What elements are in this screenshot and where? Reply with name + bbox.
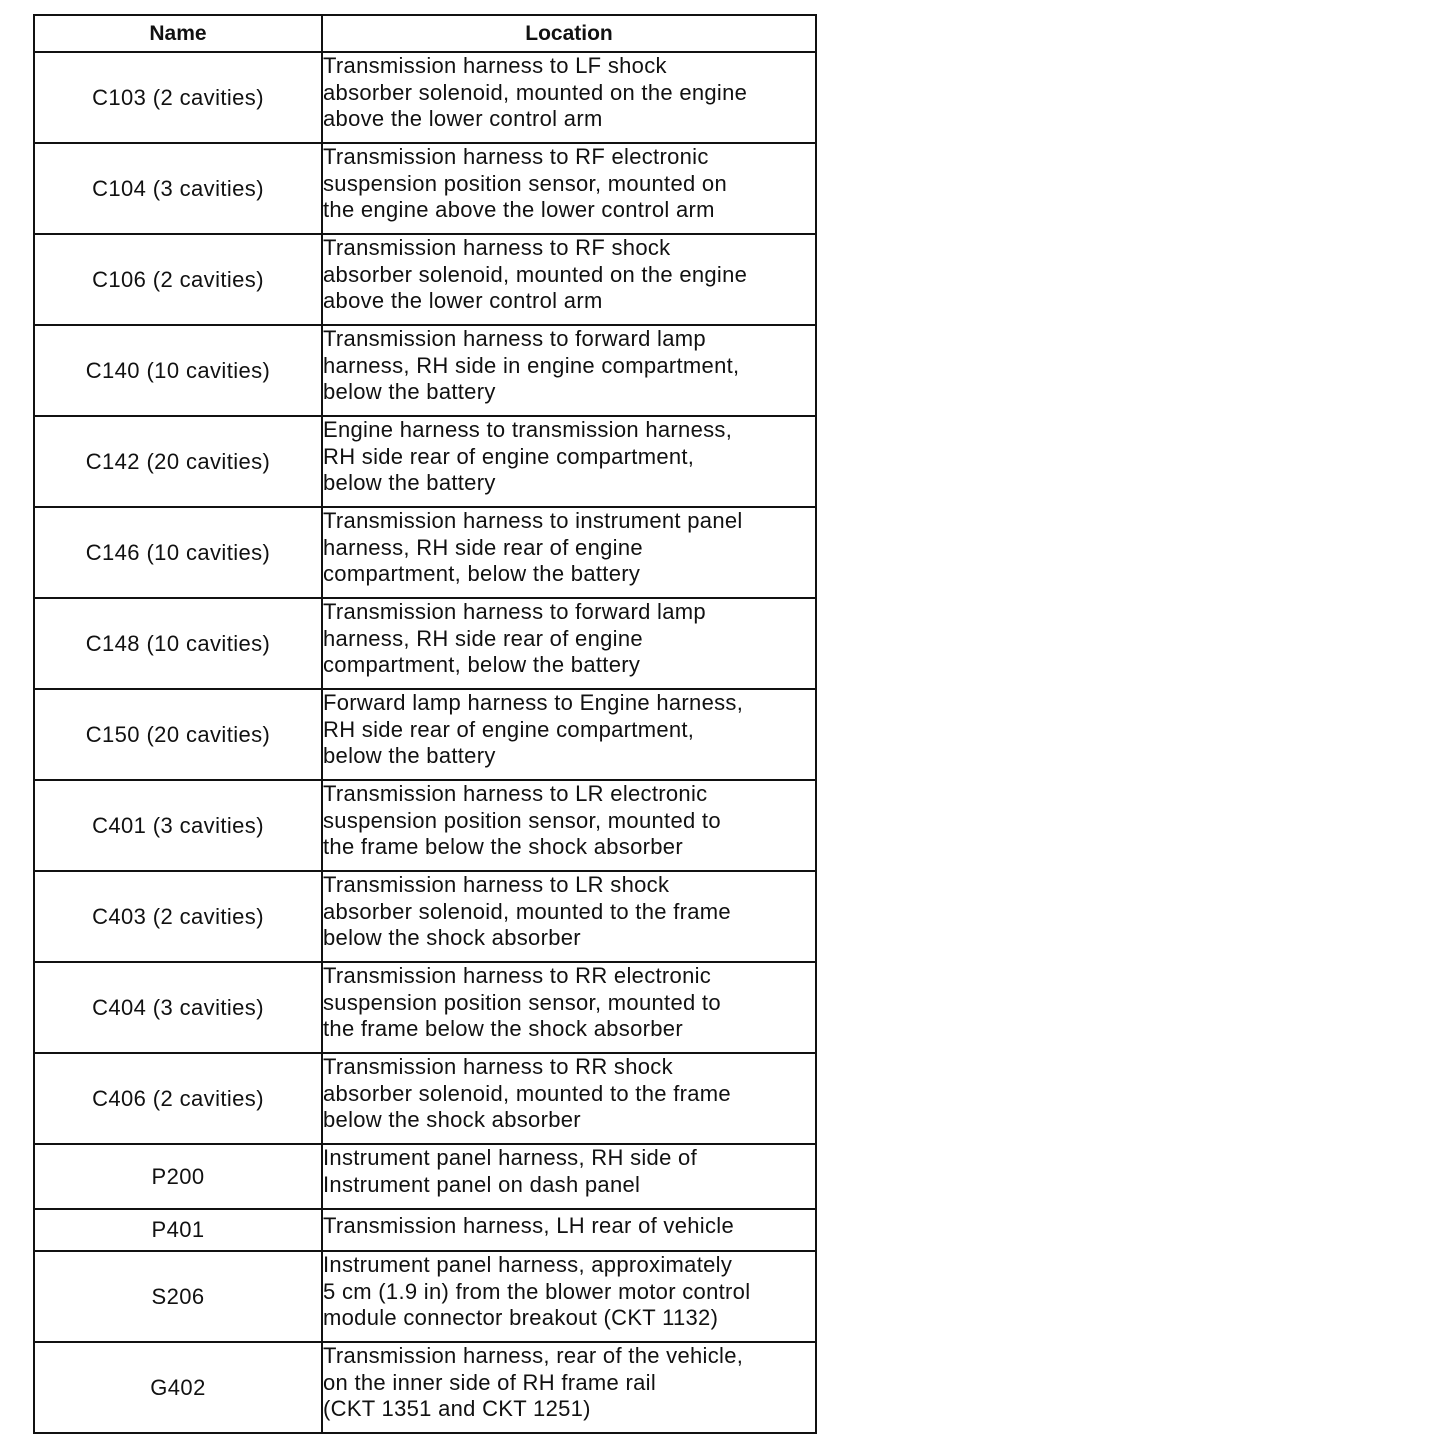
table-body <box>34 52 816 1433</box>
location-text-line: Transmission harness to RR electronic <box>323 963 712 988</box>
table-row <box>34 507 816 598</box>
location-text-line: Transmission harness to LR electronic <box>323 781 708 806</box>
location-text-line: compartment, below the battery <box>323 652 641 677</box>
location-text-line: Transmission harness to RF electronic <box>323 144 709 169</box>
location-text-line: Transmission harness to LR shock <box>323 872 670 897</box>
location-text-line: Transmission harness to RR shock <box>323 1054 673 1079</box>
location-text-line: Transmission harness to forward lamp <box>323 326 706 351</box>
location-text-line: absorber solenoid, mounted to the frame <box>323 1080 731 1106</box>
table-row <box>34 325 816 416</box>
location-text-line: Instrument panel harness, RH side of <box>323 1145 697 1170</box>
location-text-line: the frame below the shock absorber <box>323 834 683 859</box>
table-row <box>34 962 816 1053</box>
connector-name-cell: C148 (10 cavities) <box>34 598 322 689</box>
connector-name-cell: C140 (10 cavities) <box>34 325 322 416</box>
location-text-line: absorber solenoid, mounted to the frame <box>323 898 731 924</box>
connector-name-cell: C401 (3 cavities) <box>34 780 322 871</box>
connector-name-cell: P401 <box>34 1209 322 1251</box>
table-row <box>34 143 816 234</box>
table-row <box>34 416 816 507</box>
location-text-line: Transmission harness to RF shock <box>323 235 671 260</box>
table-row <box>34 52 816 143</box>
location-text-line: the frame below the shock absorber <box>323 1016 683 1041</box>
connector-name-cell: G402 <box>34 1342 322 1433</box>
connector-location-cell <box>322 416 816 507</box>
location-text-line: Instrument panel on dash panel <box>323 1171 641 1197</box>
location-text-line: RH side rear of engine compartment, <box>323 443 695 469</box>
location-text-line: on the inner side of RH frame rail <box>323 1369 657 1395</box>
table-row <box>34 598 816 689</box>
connector-location-cell <box>322 507 816 598</box>
table-row <box>34 234 816 325</box>
table-row <box>34 689 816 780</box>
table-row <box>34 780 816 871</box>
location-text-line: Engine harness to transmission harness, <box>323 417 733 442</box>
table-row <box>34 1144 816 1209</box>
location-text-line: suspension position sensor, mounted on <box>323 170 727 196</box>
connector-location-cell <box>322 1053 816 1144</box>
location-text-line: Transmission harness, rear of the vehicle, <box>323 1343 744 1368</box>
connector-name-cell: C404 (3 cavities) <box>34 962 322 1053</box>
location-text-line: harness, RH side in engine compartment, <box>323 352 740 378</box>
connector-name-cell: C406 (2 cavities) <box>34 1053 322 1144</box>
connector-name-cell: S206 <box>34 1251 322 1342</box>
location-text-line: Instrument panel harness, approximately <box>323 1252 733 1277</box>
header-row <box>34 15 816 52</box>
connector-name-cell: P200 <box>34 1144 322 1209</box>
location-text-line: below the battery <box>323 379 496 404</box>
connector-name-cell: C146 (10 cavities) <box>34 507 322 598</box>
location-text-line: below the battery <box>323 743 496 768</box>
connector-location-cell <box>322 689 816 780</box>
connector-name-cell: C103 (2 cavities) <box>34 52 322 143</box>
connector-location-cell <box>322 1342 816 1433</box>
connector-location-cell <box>322 1144 816 1209</box>
location-text-line: absorber solenoid, mounted on the engine <box>323 79 748 105</box>
location-text-line: Transmission harness, LH rear of vehicle <box>323 1213 735 1238</box>
connector-location-cell <box>322 871 816 962</box>
name-column-header: Name <box>34 15 322 52</box>
location-text-line: the engine above the lower control arm <box>323 197 715 222</box>
location-text-line: module connector breakout (CKT 1132) <box>323 1305 719 1330</box>
table-row <box>34 1209 816 1251</box>
connector-location-cell <box>322 780 816 871</box>
location-text-line: below the shock absorber <box>323 925 581 950</box>
connector-location-cell <box>322 962 816 1053</box>
location-text-line: Transmission harness to instrument panel <box>323 508 743 533</box>
connector-location-cell <box>322 325 816 416</box>
connector-location-cell <box>322 234 816 325</box>
location-column-header: Location <box>322 15 816 52</box>
location-text-line: below the battery <box>323 470 496 495</box>
connector-location-table-container <box>33 14 815 1434</box>
table-row <box>34 1053 816 1144</box>
connector-location-cell <box>322 598 816 689</box>
location-text-line: harness, RH side rear of engine <box>323 534 643 560</box>
connector-name-cell: C403 (2 cavities) <box>34 871 322 962</box>
connector-location-cell <box>322 1251 816 1342</box>
connector-location-cell <box>322 143 816 234</box>
location-text-line: harness, RH side rear of engine <box>323 625 643 651</box>
location-text-line: Forward lamp harness to Engine harness, <box>323 690 744 715</box>
connector-location-cell <box>322 52 816 143</box>
connector-name-cell: C142 (20 cavities) <box>34 416 322 507</box>
location-text-line: compartment, below the battery <box>323 561 641 586</box>
connector-name-cell: C150 (20 cavities) <box>34 689 322 780</box>
location-text-line: RH side rear of engine compartment, <box>323 716 695 742</box>
table-row <box>34 871 816 962</box>
location-text-line: Transmission harness to forward lamp <box>323 599 706 624</box>
location-text-line: above the lower control arm <box>323 288 603 313</box>
table-row <box>34 1251 816 1342</box>
location-text-line: Transmission harness to LF shock <box>323 53 667 78</box>
location-text-line: absorber solenoid, mounted on the engine <box>323 261 748 287</box>
location-text-line: suspension position sensor, mounted to <box>323 807 721 833</box>
location-text-line: above the lower control arm <box>323 106 603 131</box>
connector-name-cell: C106 (2 cavities) <box>34 234 322 325</box>
connector-location-table <box>33 14 817 1434</box>
connector-name-cell: C104 (3 cavities) <box>34 143 322 234</box>
location-text-line: 5 cm (1.9 in) from the blower motor control <box>323 1278 751 1304</box>
table-row <box>34 1342 816 1433</box>
location-text-line: (CKT 1351 and CKT 1251) <box>323 1396 591 1421</box>
location-text-line: suspension position sensor, mounted to <box>323 989 721 1015</box>
location-text-line: below the shock absorber <box>323 1107 581 1132</box>
connector-location-cell <box>322 1209 816 1251</box>
